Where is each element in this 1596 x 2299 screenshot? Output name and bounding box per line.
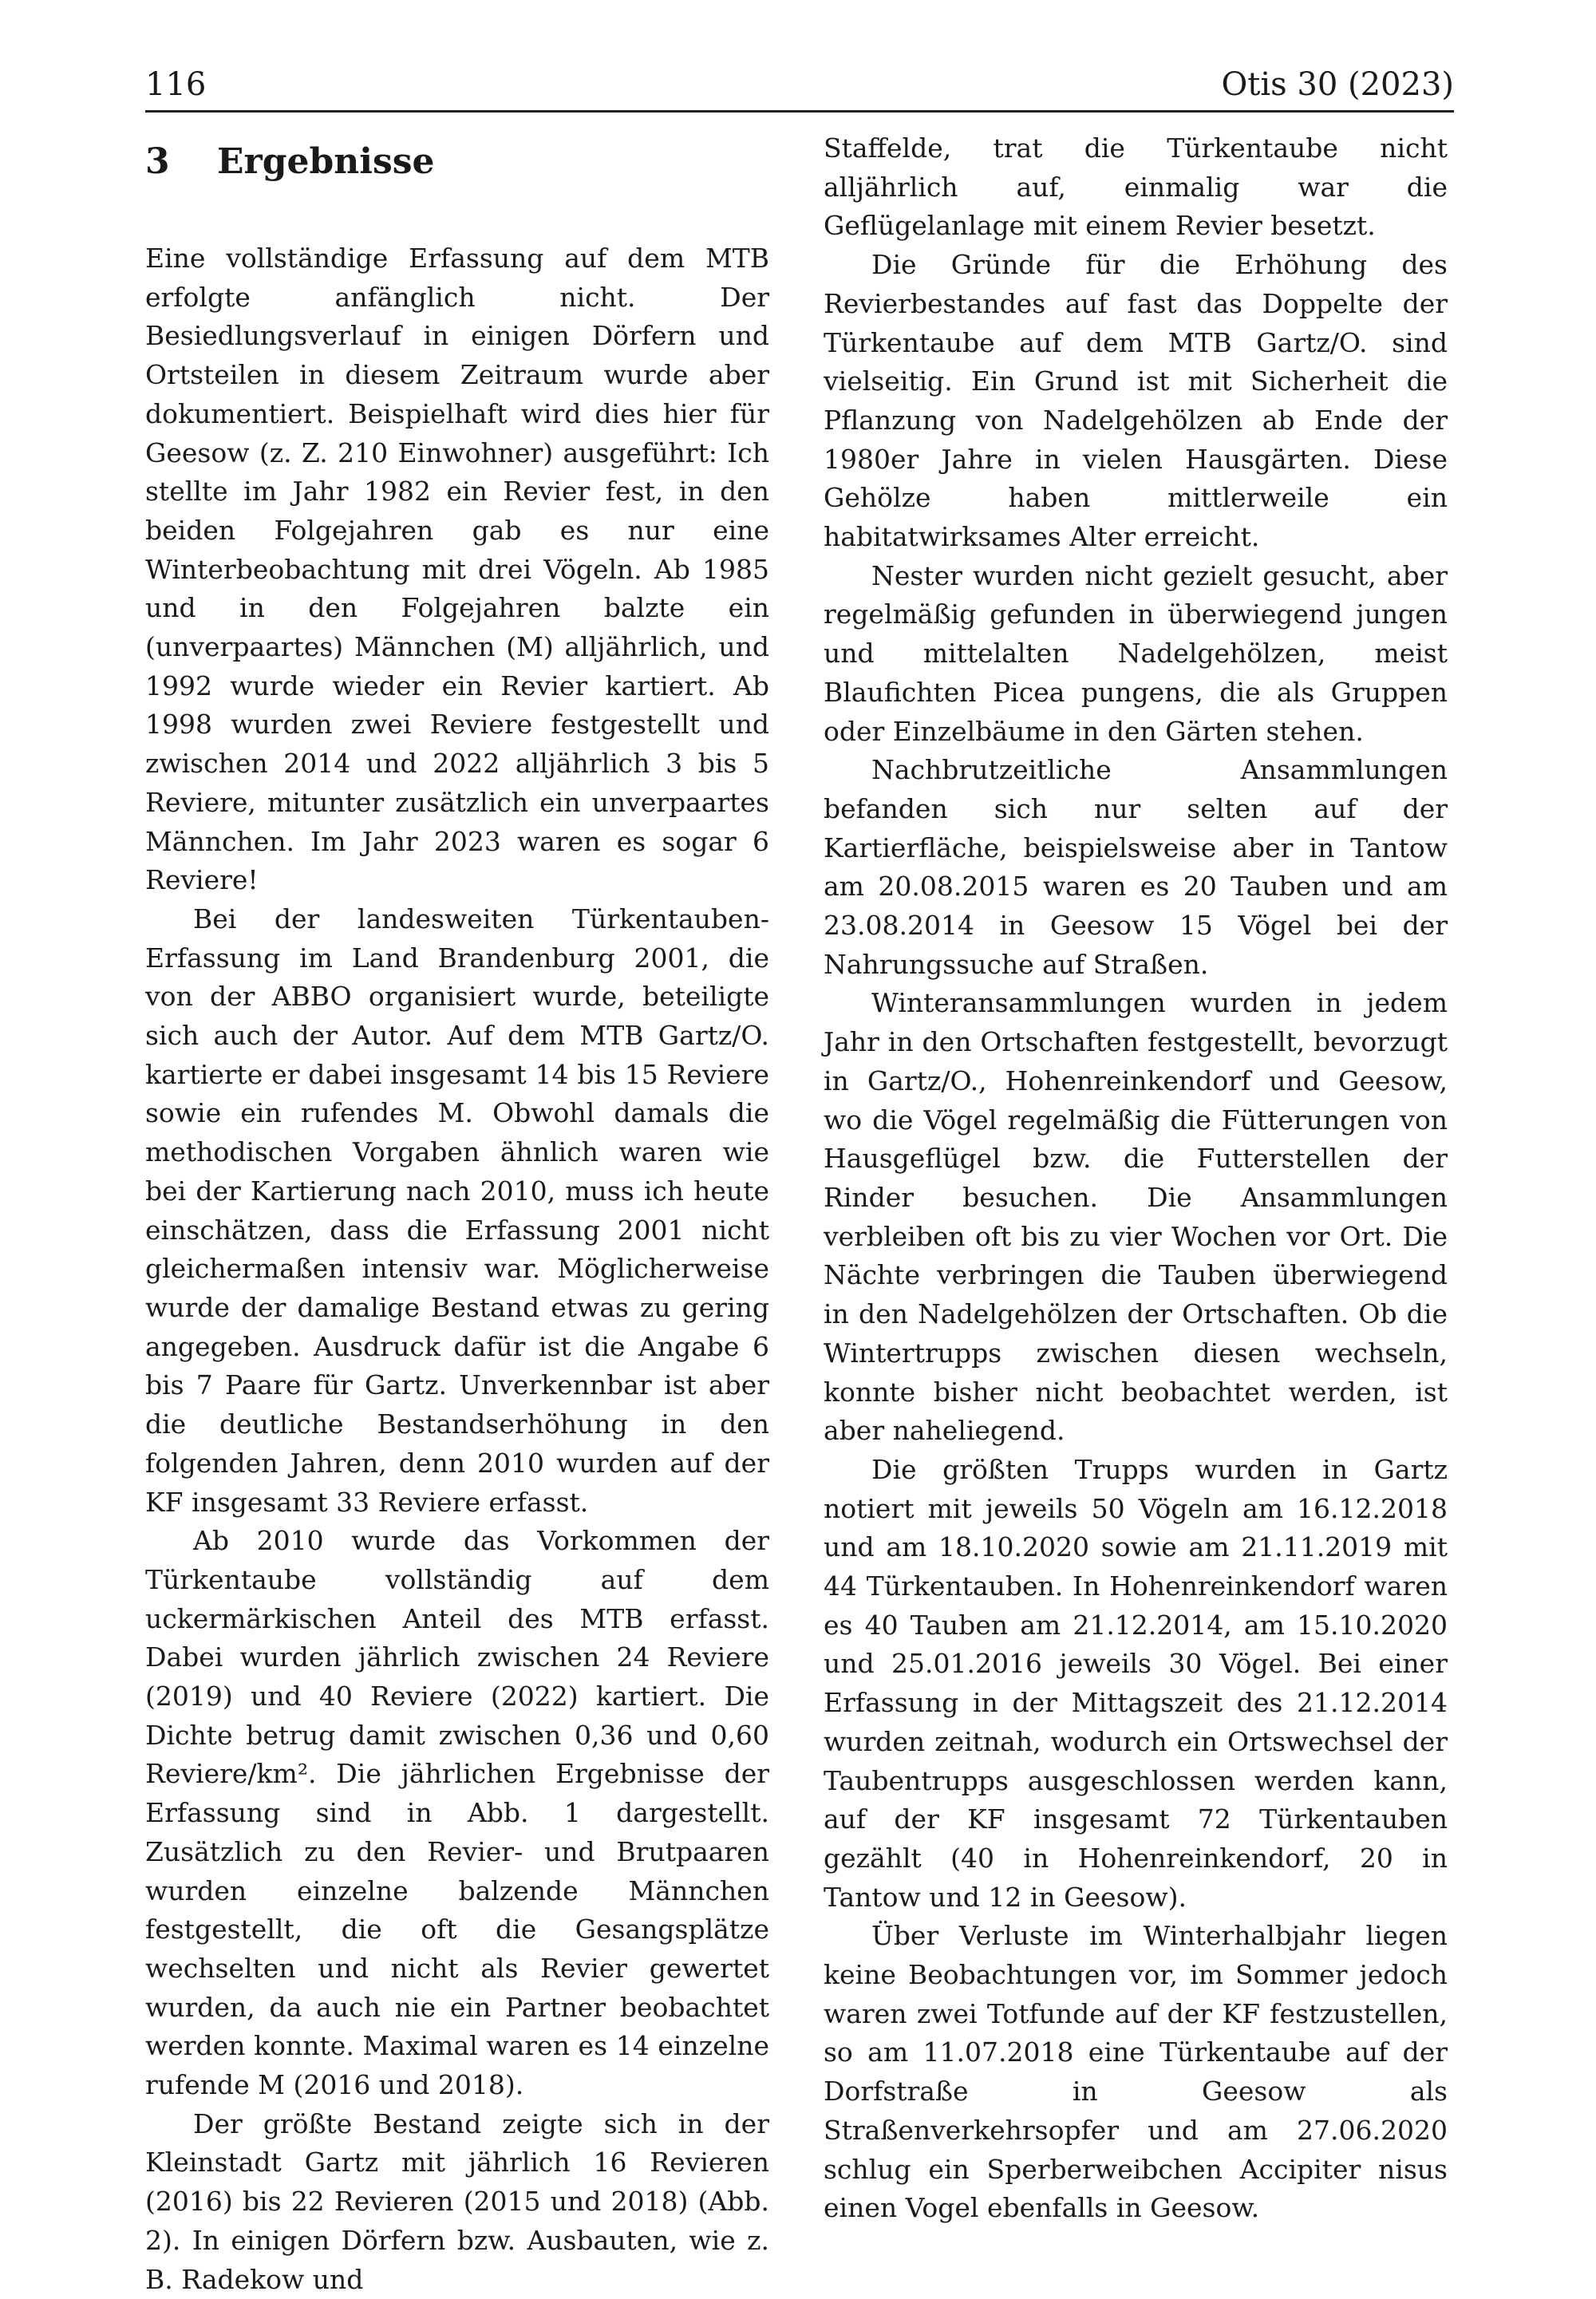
section-heading	[145, 142, 769, 182]
page-header	[145, 62, 1454, 113]
paragraph: Die Gründe für die Erhöhung des Revierbestandes auf fast das Doppelte der Türkentaube auf dem MTB Gartz/O. sind vielseitig. Ein Grund ist mit Sicherheit die Pflanzung von Nadelgehölzen ab Ende der 1980er Jahre in vielen Hausgärten. Diese Gehölze haben mittlerweile ein habitatwirksames Alter erreicht.	[824, 249, 1448, 553]
header-rule	[145, 110, 1454, 113]
paragraph: Ab 2010 wurde das Vorkommen der Türkentaube vollständig auf dem uckermärkischen Anteil des MTB erfasst. Dabei wurden jährlich zwischen 24 Reviere (2019) und 40 Reviere (2022) kartiert. Die Dichte betrug damit zwischen 0,36 und 0,60 Reviere/km². Die jährlichen Ergebnisse der Erfassung sind in Abb. 1 dargestellt. Zusätzlich zu den Revier- und Brutpaaren wurden einzelne balzende Männchen festgestellt, die oft die Gesangsplätze wechselten und nicht als Revier gewertet wurden, da auch nie ein Partner beobachtet werden konnte. Maximal waren es 14 einzelne rufende M (2016 und 2018).	[145, 1525, 769, 2101]
section-number: 3	[145, 141, 170, 182]
paragraph: Eine vollständige Erfassung auf dem MTB erfolgte anfänglich nicht. Der Besiedlungsverlauf in einigen Dörfern und Ortsteilen in diesem Zeitraum wurde aber dokumentiert. Beispielhaft wird dies hier für Geesow (z. Z. 210 Einwohner) ausgeführt: Ich stellte im Jahr 1982 ein Revier fest, in den beiden Folgejahren gab es nur eine Winterbeobachtung mit drei Vögeln. Ab 1985 und in den Folgejahren balzte ein (unverpaartes) Männchen (M) alljährlich, und 1992 wurde wieder ein Revier kartiert. Ab 1998 wurden zwei Reviere festgestellt und zwischen 2014 und 2022 alljährlich 3 bis 5 Reviere, mitunter zusätzlich ein unverpaartes Männchen. Im Jahr 2023 waren es sogar 6 Reviere!	[145, 243, 769, 896]
paragraph: Über Verluste im Winterhalbjahr liegen keine Beobachtungen vor, im Sommer jedoch waren zwei Totfunde auf der KF festzustellen, so am 11.07.2018 eine Türkentaube auf der Dorfstraße in Geesow als Straßenverkehrsopfer und am 27.06.2020 schlug ein Sperberweibchen Accipiter nisus einen Vogel ebenfalls in Geesow.	[824, 1920, 1448, 2224]
paragraph: Die größten Trupps wurden in Gartz notiert mit jeweils 50 Vögeln am 16.12.2018 und am 18.10.2020 sowie am 21.11.2019 mit 44 Türkentauben. In Hohenreinkendorf waren es 40 Tauben am 21.12.2014, am 15.10.2020 und 25.01.2016 jeweils 30 Vögel. Bei einer Erfassung in der Mittagszeit des 21.12.2014 wurden zeitnah, wodurch ein Ortswechsel der Taubentrupps ausgeschlossen werden kann, auf der KF insgesamt 72 Türkentauben gezählt (40 in Hohenreinkendorf, 20 in Tantow und 12 in Geesow).	[824, 1453, 1448, 1913]
right-column	[824, 129, 1448, 2228]
left-column	[145, 129, 769, 2299]
paragraph: Staffelde, trat die Türkentaube nicht alljährlich auf, einmalig war die Geflügelanlage mit einem Revier besetzt.	[824, 132, 1448, 242]
paragraph: Der größte Bestand zeigte sich in der Kleinstadt Gartz mit jährlich 16 Revieren (2016) bis 22 Revieren (2015 und 2018) (Abb. 2). In einigen Dörfern bzw. Ausbauten, wie z. B. Radekow und	[145, 2107, 769, 2295]
journal-citation: Otis 30 (2023)	[1221, 66, 1454, 103]
page-number: 116	[145, 66, 207, 103]
paragraph: Winteransammlungen wurden in jedem Jahr in den Ortschaften festgestellt, bevorzugt in Gartz/O., Hohenreinkendorf und Geesow, wo die Vögel regelmäßig die Fütterungen von Hausgeflügel bzw. die Futterstellen der Rinder besuchen. Die Ansammlungen verbleiben oft bis zu vier Wochen vor Ort. Die Nächte verbringen die Tauben überwiegend in den Nadelgehölzen der Ortschaften. Ob die Wintertrupps zwischen diesen wechseln, konnte bisher nicht beobachtet werden, ist aber naheliegend.	[824, 987, 1448, 1447]
paragraph: Bei der landesweiten Türkentauben-Erfassung im Land Brandenburg 2001, die von der ABBO organisiert wurde, beteiligte sich auch der Autor. Auf dem MTB Gartz/O. kartierte er dabei insgesamt 14 bis 15 Reviere sowie ein rufendes M. Obwohl damals die methodischen Vorgaben ähnlich waren wie bei der Kartierung nach 2010, muss ich heute einschätzen, dass die Erfassung 2001 nicht gleichermaßen intensiv war. Möglicherweise wurde der damalige Bestand etwas zu gering angegeben. Ausdruck dafür ist die Angabe 6 bis 7 Paare für Gartz. Unverkennbar ist aber die deutliche Bestandserhöhung in den folgenden Jahren, denn 2010 wurden auf der KF insgesamt 33 Reviere erfasst.	[145, 903, 769, 1518]
paragraph: Nachbrutzeitliche Ansammlungen befanden sich nur selten auf der Kartierfläche, beispielsweise aber in Tantow am 20.08.2015 waren es 20 Tauben und am 23.08.2014 in Geesow 15 Vögel bei der Nahrungssuche auf Straßen.	[824, 754, 1448, 980]
paragraph: Nester wurden nicht gezielt gesucht, aber regelmäßig gefunden in überwiegend jungen und mittelalten Nadelgehölzen, meist Blaufichten Picea pungens, die als Gruppen oder Einzelbäume in den Gärten stehen.	[824, 559, 1448, 747]
section-title: Ergebnisse	[217, 141, 435, 182]
